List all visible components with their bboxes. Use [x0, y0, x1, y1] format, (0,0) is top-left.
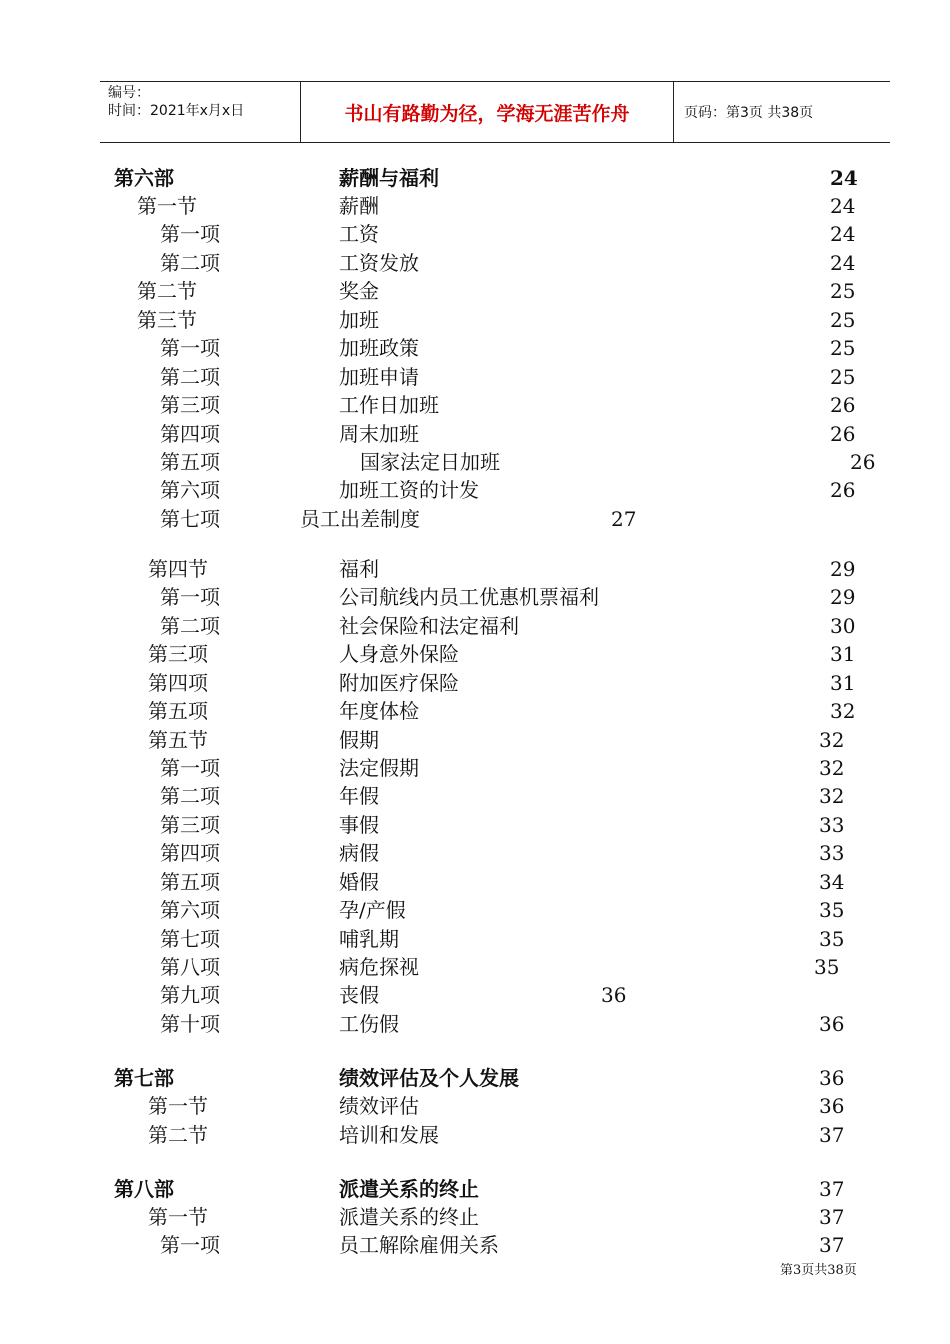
toc-row [0, 334, 950, 362]
toc-row [0, 583, 950, 611]
toc-page: 26 [830, 393, 856, 417]
toc-row [0, 1203, 950, 1231]
toc-level: 第六项 [160, 478, 220, 502]
toc-level: 第一项 [160, 222, 220, 246]
toc-level: 第五节 [148, 728, 208, 752]
toc-level: 第四项 [148, 671, 208, 695]
toc-level: 第一项 [160, 336, 220, 360]
toc-row [0, 640, 950, 668]
toc-level: 第十项 [160, 1012, 220, 1036]
toc-page: 26 [850, 450, 876, 474]
toc-level: 第二项 [160, 784, 220, 808]
toc-page: 33 [819, 841, 845, 865]
toc-level: 第六项 [160, 898, 220, 922]
toc-level: 第六部 [114, 166, 174, 190]
toc-row [0, 1175, 950, 1203]
toc-row [0, 505, 950, 533]
toc-row [0, 420, 950, 448]
toc-page: 24 [830, 166, 858, 190]
toc-title: 培训和发展 [339, 1123, 439, 1147]
header-page-info: 页码：第3页 共38页 [684, 105, 814, 121]
toc-level: 第七项 [160, 927, 220, 951]
header-meta [100, 82, 300, 142]
toc-row [0, 782, 950, 810]
toc-page: 32 [819, 728, 845, 752]
toc-row [0, 1064, 950, 1092]
toc-row [0, 726, 950, 754]
toc-title: 加班 [339, 308, 379, 332]
toc-row [0, 306, 950, 334]
toc-title: 哺乳期 [339, 927, 399, 951]
toc-title: 薪酬与福利 [339, 166, 439, 190]
toc-row [0, 697, 950, 725]
toc-level: 第八项 [160, 955, 220, 979]
toc-row [0, 868, 950, 896]
toc-page: 24 [830, 251, 856, 275]
toc-level: 第二节 [148, 1123, 208, 1147]
toc-title: 年假 [339, 784, 379, 808]
toc-page: 25 [830, 365, 856, 389]
toc-level: 第七部 [114, 1066, 174, 1090]
toc-title: 绩效评估 [339, 1094, 419, 1118]
toc-row [0, 754, 950, 782]
toc-page: 36 [601, 983, 627, 1007]
toc-title: 法定假期 [339, 756, 419, 780]
toc-level: 第二项 [160, 365, 220, 389]
toc-page: 33 [819, 813, 845, 837]
toc-title: 加班申请 [339, 365, 419, 389]
toc-page: 25 [830, 279, 856, 303]
toc-level: 第五项 [160, 450, 220, 474]
toc-level: 第七项 [160, 507, 220, 531]
toc-level: 第三项 [148, 642, 208, 666]
toc-row [0, 925, 950, 953]
toc-page: 32 [830, 699, 856, 723]
toc-row [0, 612, 950, 640]
toc-title: 附加医疗保险 [339, 671, 459, 695]
toc-row [0, 669, 950, 697]
toc-row [0, 981, 950, 1009]
toc-page: 32 [819, 756, 845, 780]
toc-title: 公司航线内员工优惠机票福利 [339, 585, 599, 609]
toc-page: 34 [819, 870, 845, 894]
toc-title: 派遣关系的终止 [339, 1205, 479, 1229]
toc-title: 工伤假 [339, 1012, 399, 1036]
toc-page: 37 [819, 1177, 845, 1201]
toc-page: 37 [819, 1205, 845, 1229]
toc-row [0, 896, 950, 924]
toc-title: 假期 [339, 728, 379, 752]
document-time: 时间：2021年x月x日 [108, 103, 245, 119]
toc-page: 31 [830, 642, 856, 666]
toc-level: 第一项 [160, 1233, 220, 1257]
toc-page: 29 [830, 557, 856, 581]
toc-title: 周末加班 [339, 422, 419, 446]
toc-title: 社会保险和法定福利 [339, 614, 519, 638]
toc-level: 第一节 [148, 1094, 208, 1118]
toc-title: 派遣关系的终止 [339, 1177, 479, 1201]
toc-page: 36 [819, 1066, 845, 1090]
toc-row [0, 249, 950, 277]
toc-page: 37 [819, 1123, 845, 1147]
toc-title: 奖金 [339, 279, 379, 303]
toc-level: 第五项 [160, 870, 220, 894]
toc-title: 加班政策 [339, 336, 419, 360]
toc-page: 26 [830, 422, 856, 446]
toc-page: 36 [819, 1012, 845, 1036]
toc-level: 第一节 [148, 1205, 208, 1229]
header-motto: 书山有路勤为径，学海无涯苦作舟 [300, 82, 674, 142]
toc-title: 工作日加班 [339, 393, 439, 417]
toc-row [0, 363, 950, 391]
toc-title: 孕/产假 [339, 898, 406, 922]
toc-page: 36 [819, 1094, 845, 1118]
toc-row [0, 192, 950, 220]
toc-title: 事假 [339, 813, 379, 837]
toc-level: 第八部 [114, 1177, 174, 1201]
toc-title: 工资 [339, 222, 379, 246]
toc-level: 第九项 [160, 983, 220, 1007]
toc-title: 员工出差制度 [300, 507, 420, 531]
toc-row [0, 277, 950, 305]
toc-page: 35 [819, 898, 845, 922]
toc-row [0, 448, 950, 476]
toc-level: 第四项 [160, 422, 220, 446]
toc-page: 35 [819, 927, 845, 951]
toc-title: 丧假 [339, 983, 379, 1007]
toc-title: 加班工资的计发 [339, 478, 479, 502]
toc-row [0, 555, 950, 583]
toc-page: 26 [830, 478, 856, 502]
toc-page: 25 [830, 336, 856, 360]
toc-row [0, 1010, 950, 1038]
toc-title: 薪酬 [339, 194, 379, 218]
toc-title: 婚假 [339, 870, 379, 894]
toc-level: 第二项 [160, 614, 220, 638]
toc-level: 第三节 [137, 308, 197, 332]
toc-row [0, 1092, 950, 1120]
toc-level: 第一项 [160, 756, 220, 780]
toc-row [0, 476, 950, 504]
toc-row [0, 220, 950, 248]
toc-title: 福利 [339, 557, 379, 581]
toc-level: 第四节 [148, 557, 208, 581]
toc-page: 31 [830, 671, 856, 695]
toc-level: 第三项 [160, 813, 220, 837]
toc-title: 年度体检 [339, 699, 419, 723]
page-header [100, 81, 890, 143]
toc-level: 第一项 [160, 585, 220, 609]
toc-page: 35 [814, 955, 840, 979]
toc-level: 第一节 [137, 194, 197, 218]
toc-level: 第二项 [160, 251, 220, 275]
toc-level: 第四项 [160, 841, 220, 865]
toc-title: 人身意外保险 [339, 642, 459, 666]
toc-page: 27 [611, 507, 637, 531]
toc-row [0, 164, 950, 192]
toc-page: 29 [830, 585, 856, 609]
toc-title: 工资发放 [339, 251, 419, 275]
toc-page: 25 [830, 308, 856, 332]
toc-title: 国家法定日加班 [360, 450, 500, 474]
toc-page: 24 [830, 194, 856, 218]
toc-title: 员工解除雇佣关系 [339, 1233, 499, 1257]
toc-page: 37 [819, 1233, 845, 1257]
toc-row [0, 1231, 950, 1259]
toc-title: 病危探视 [339, 955, 419, 979]
toc-title: 病假 [339, 841, 379, 865]
toc-level: 第二节 [137, 279, 197, 303]
toc-level: 第五项 [148, 699, 208, 723]
page-footer: 第3页共38页 [780, 1263, 857, 1278]
toc-row [0, 391, 950, 419]
toc-title: 绩效评估及个人发展 [339, 1066, 519, 1090]
toc-page: 30 [830, 614, 856, 638]
document-number-label: 编号： [108, 85, 150, 101]
toc-row [0, 1121, 950, 1149]
toc-row [0, 953, 950, 981]
toc-row [0, 839, 950, 867]
toc-level: 第三项 [160, 393, 220, 417]
toc-row [0, 811, 950, 839]
toc-page: 24 [830, 222, 856, 246]
toc-page: 32 [819, 784, 845, 808]
